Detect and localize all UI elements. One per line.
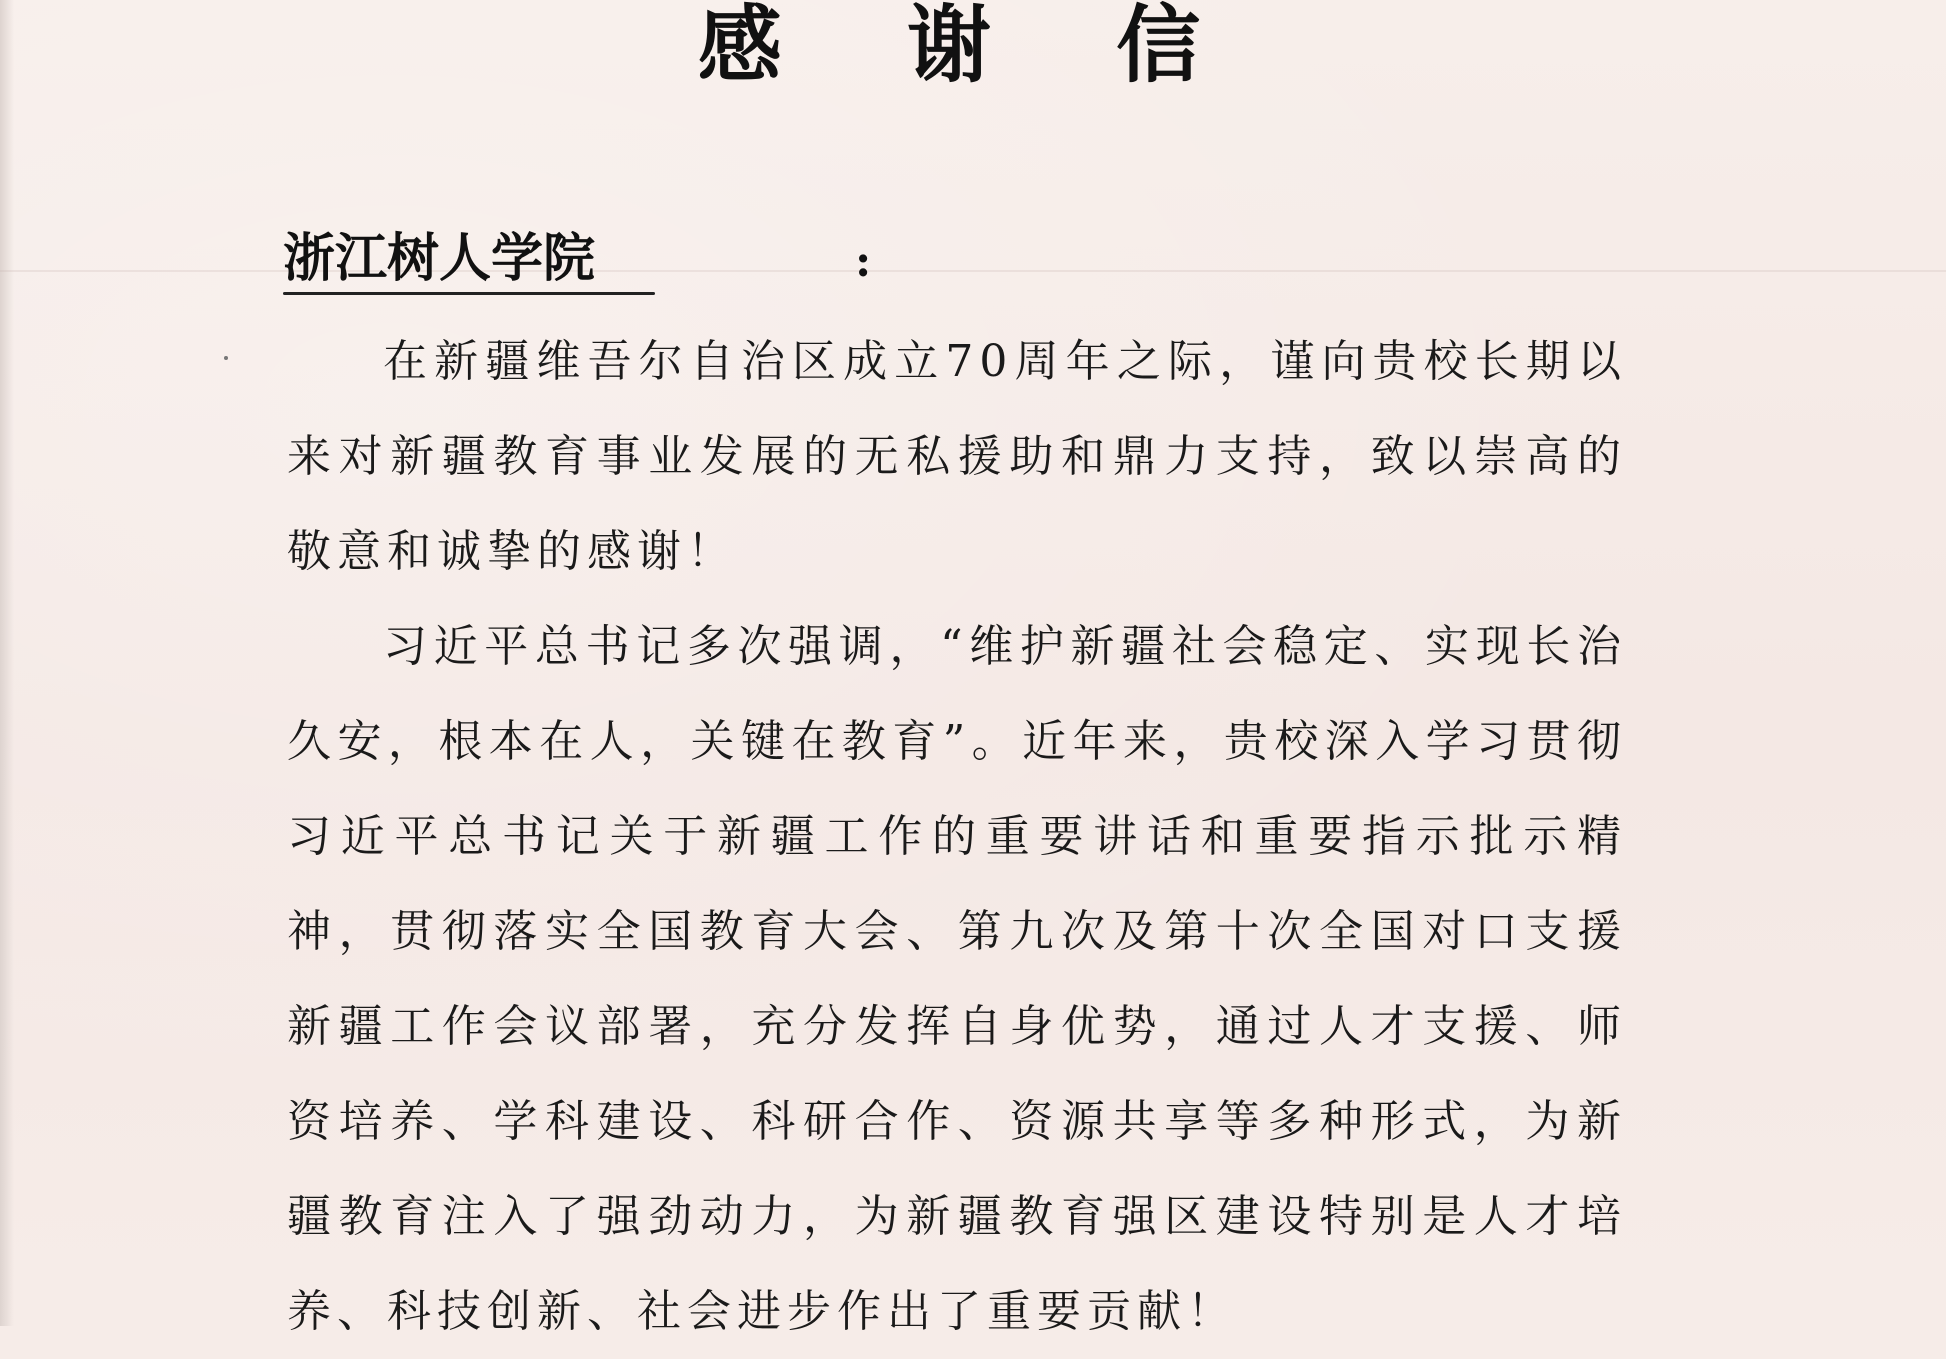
letter-title: 感 谢 信 (697, 0, 1249, 94)
paragraph-1: 在新疆维吾尔自治区成立70周年之际，谨向贵校长期以来对新疆教育事业发展的无私援助和鼎力支持，致以崇高的敬意和诚挚的感谢！ (287, 336, 1627, 577)
salutation (283, 224, 903, 294)
recipient-underline (283, 292, 655, 295)
paragraph-2: 习近平总书记多次强调，“维护新疆社会稳定、实现长治久安，根本在人，关键在教育”。近年来，贵校深入学习贯彻习近平总书记关于新疆工作的重要讲话和重要指示批示精神，贯彻落实全国教育大会、第九次及第十次全国对口支援新疆工作会议部署，充分发挥自身优势，通过人才支援、师资培养、学科建设、科研合作、资源共享等多种形式，为新疆教育注入了强劲动力，为新疆教育强区建设特别是人才培养、科技创新、社会进步作出了重要贡献！ (287, 621, 1627, 1337)
recipient-name: 浙江树人学院 (283, 229, 596, 289)
salutation-colon: : (855, 236, 872, 287)
paper-speck (224, 356, 228, 360)
page-edge-shadow (0, 0, 14, 1326)
letter-body (287, 314, 1627, 1359)
